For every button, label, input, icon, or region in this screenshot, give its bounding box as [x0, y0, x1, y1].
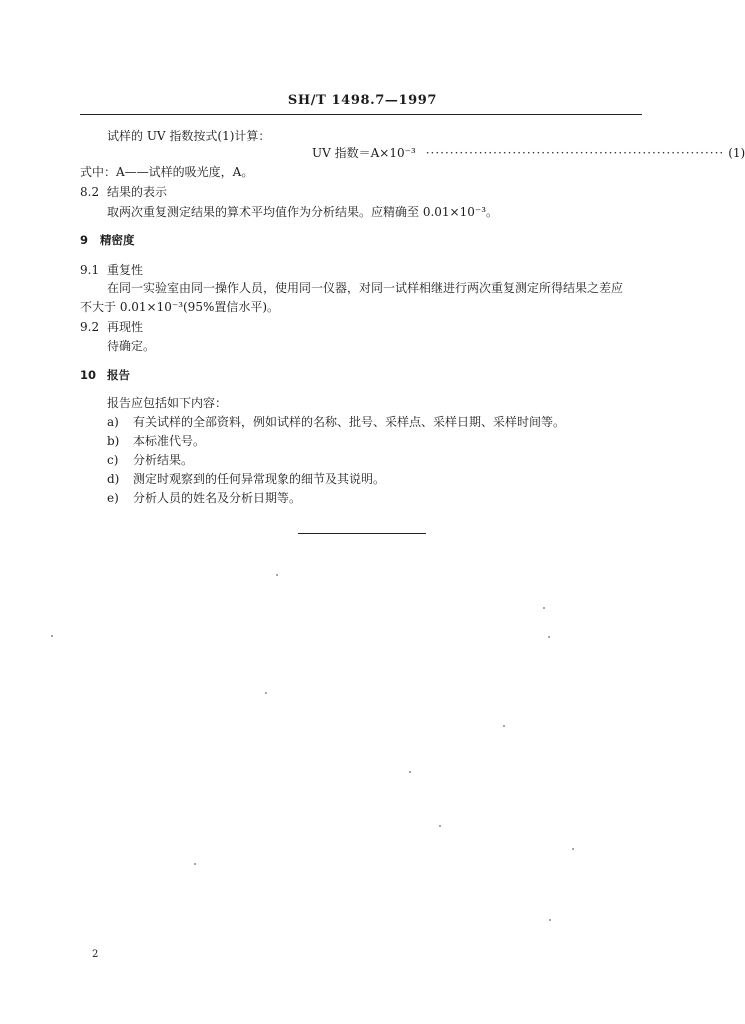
list-item [107, 414, 565, 430]
section-9-number: 9 [80, 233, 89, 247]
scan-speck [548, 636, 550, 638]
section-9-2-heading [80, 319, 143, 335]
list-item-text: 本标准代号。 [133, 434, 206, 448]
list-item [107, 433, 205, 449]
section-10-intro: 报告应包括如下内容： [107, 396, 228, 410]
section-9-1-number: 9.1 [80, 263, 100, 277]
section-9-heading [80, 232, 135, 248]
list-item [107, 471, 385, 487]
section-10-title: 报告 [107, 368, 130, 382]
section-8-2-heading [80, 184, 167, 200]
section-9-1-title: 重复性 [107, 263, 144, 277]
section-9-2-number: 9.2 [80, 320, 100, 334]
section-8-2-body: 取两次重复测定结果的算术平均值作为分析结果。应精确至 0.01×10⁻³。 [107, 205, 499, 219]
section-8-2-number: 8.2 [80, 185, 100, 199]
page-number: 2 [92, 949, 99, 960]
scan-speck [194, 863, 196, 865]
calc-intro: 试样的 UV 指数按式(1)计算： [107, 129, 271, 143]
list-item-letter: e) [107, 491, 119, 505]
section-10-number: 10 [80, 368, 97, 382]
section-9-2-body: 待确定。 [107, 339, 156, 353]
section-10-heading [80, 367, 130, 383]
list-item [107, 452, 193, 468]
scan-speck [51, 635, 53, 637]
scan-speck [265, 692, 267, 694]
end-of-text-rule [298, 533, 426, 534]
list-item-letter: c) [107, 453, 119, 467]
list-item-text: 有关试样的全部资料，例如试样的名称、批号、采样点、采样日期、采样时间等。 [133, 415, 566, 429]
scan-speck [503, 725, 505, 727]
section-8-2-title: 结果的表示 [107, 185, 168, 199]
section-9-1-heading [80, 262, 143, 278]
section-9-2-title: 再现性 [107, 320, 144, 334]
header-rule [80, 114, 642, 115]
list-item-text: 测定时观察到的任何异常现象的细节及其说明。 [133, 472, 386, 486]
section-9-1-body-line1: 在同一实验室由同一操作人员，使用同一仪器，对同一试样相继进行两次重复测定所得结果之差应 [107, 281, 624, 295]
list-item [107, 490, 301, 506]
list-item-letter: d) [107, 472, 120, 486]
formula-text: UV 指数＝A×10⁻³ [312, 146, 416, 160]
formula-row [312, 145, 745, 161]
list-item-letter: b) [107, 434, 120, 448]
scan-speck [572, 848, 574, 850]
section-9-title: 精密度 [100, 233, 135, 247]
list-item-text: 分析结果。 [133, 453, 194, 467]
scan-speck [276, 574, 278, 576]
scan-speck [549, 919, 551, 921]
formula-where: 式中：A——试样的吸光度，A。 [80, 165, 254, 179]
list-item-letter: a) [107, 415, 119, 429]
list-item-text: 分析人员的姓名及分析日期等。 [133, 491, 302, 505]
formula-leader-dots: ······························································ [425, 146, 725, 160]
scan-speck [409, 771, 411, 773]
section-9-1-body-line2: 不大于 0.01×10⁻³(95%置信水平)。 [80, 300, 280, 314]
scan-speck [439, 825, 441, 827]
page-header-code: SH/T 1498.7—1997 [287, 93, 438, 108]
equation-number: (1) [728, 146, 745, 160]
scan-speck [543, 607, 545, 609]
